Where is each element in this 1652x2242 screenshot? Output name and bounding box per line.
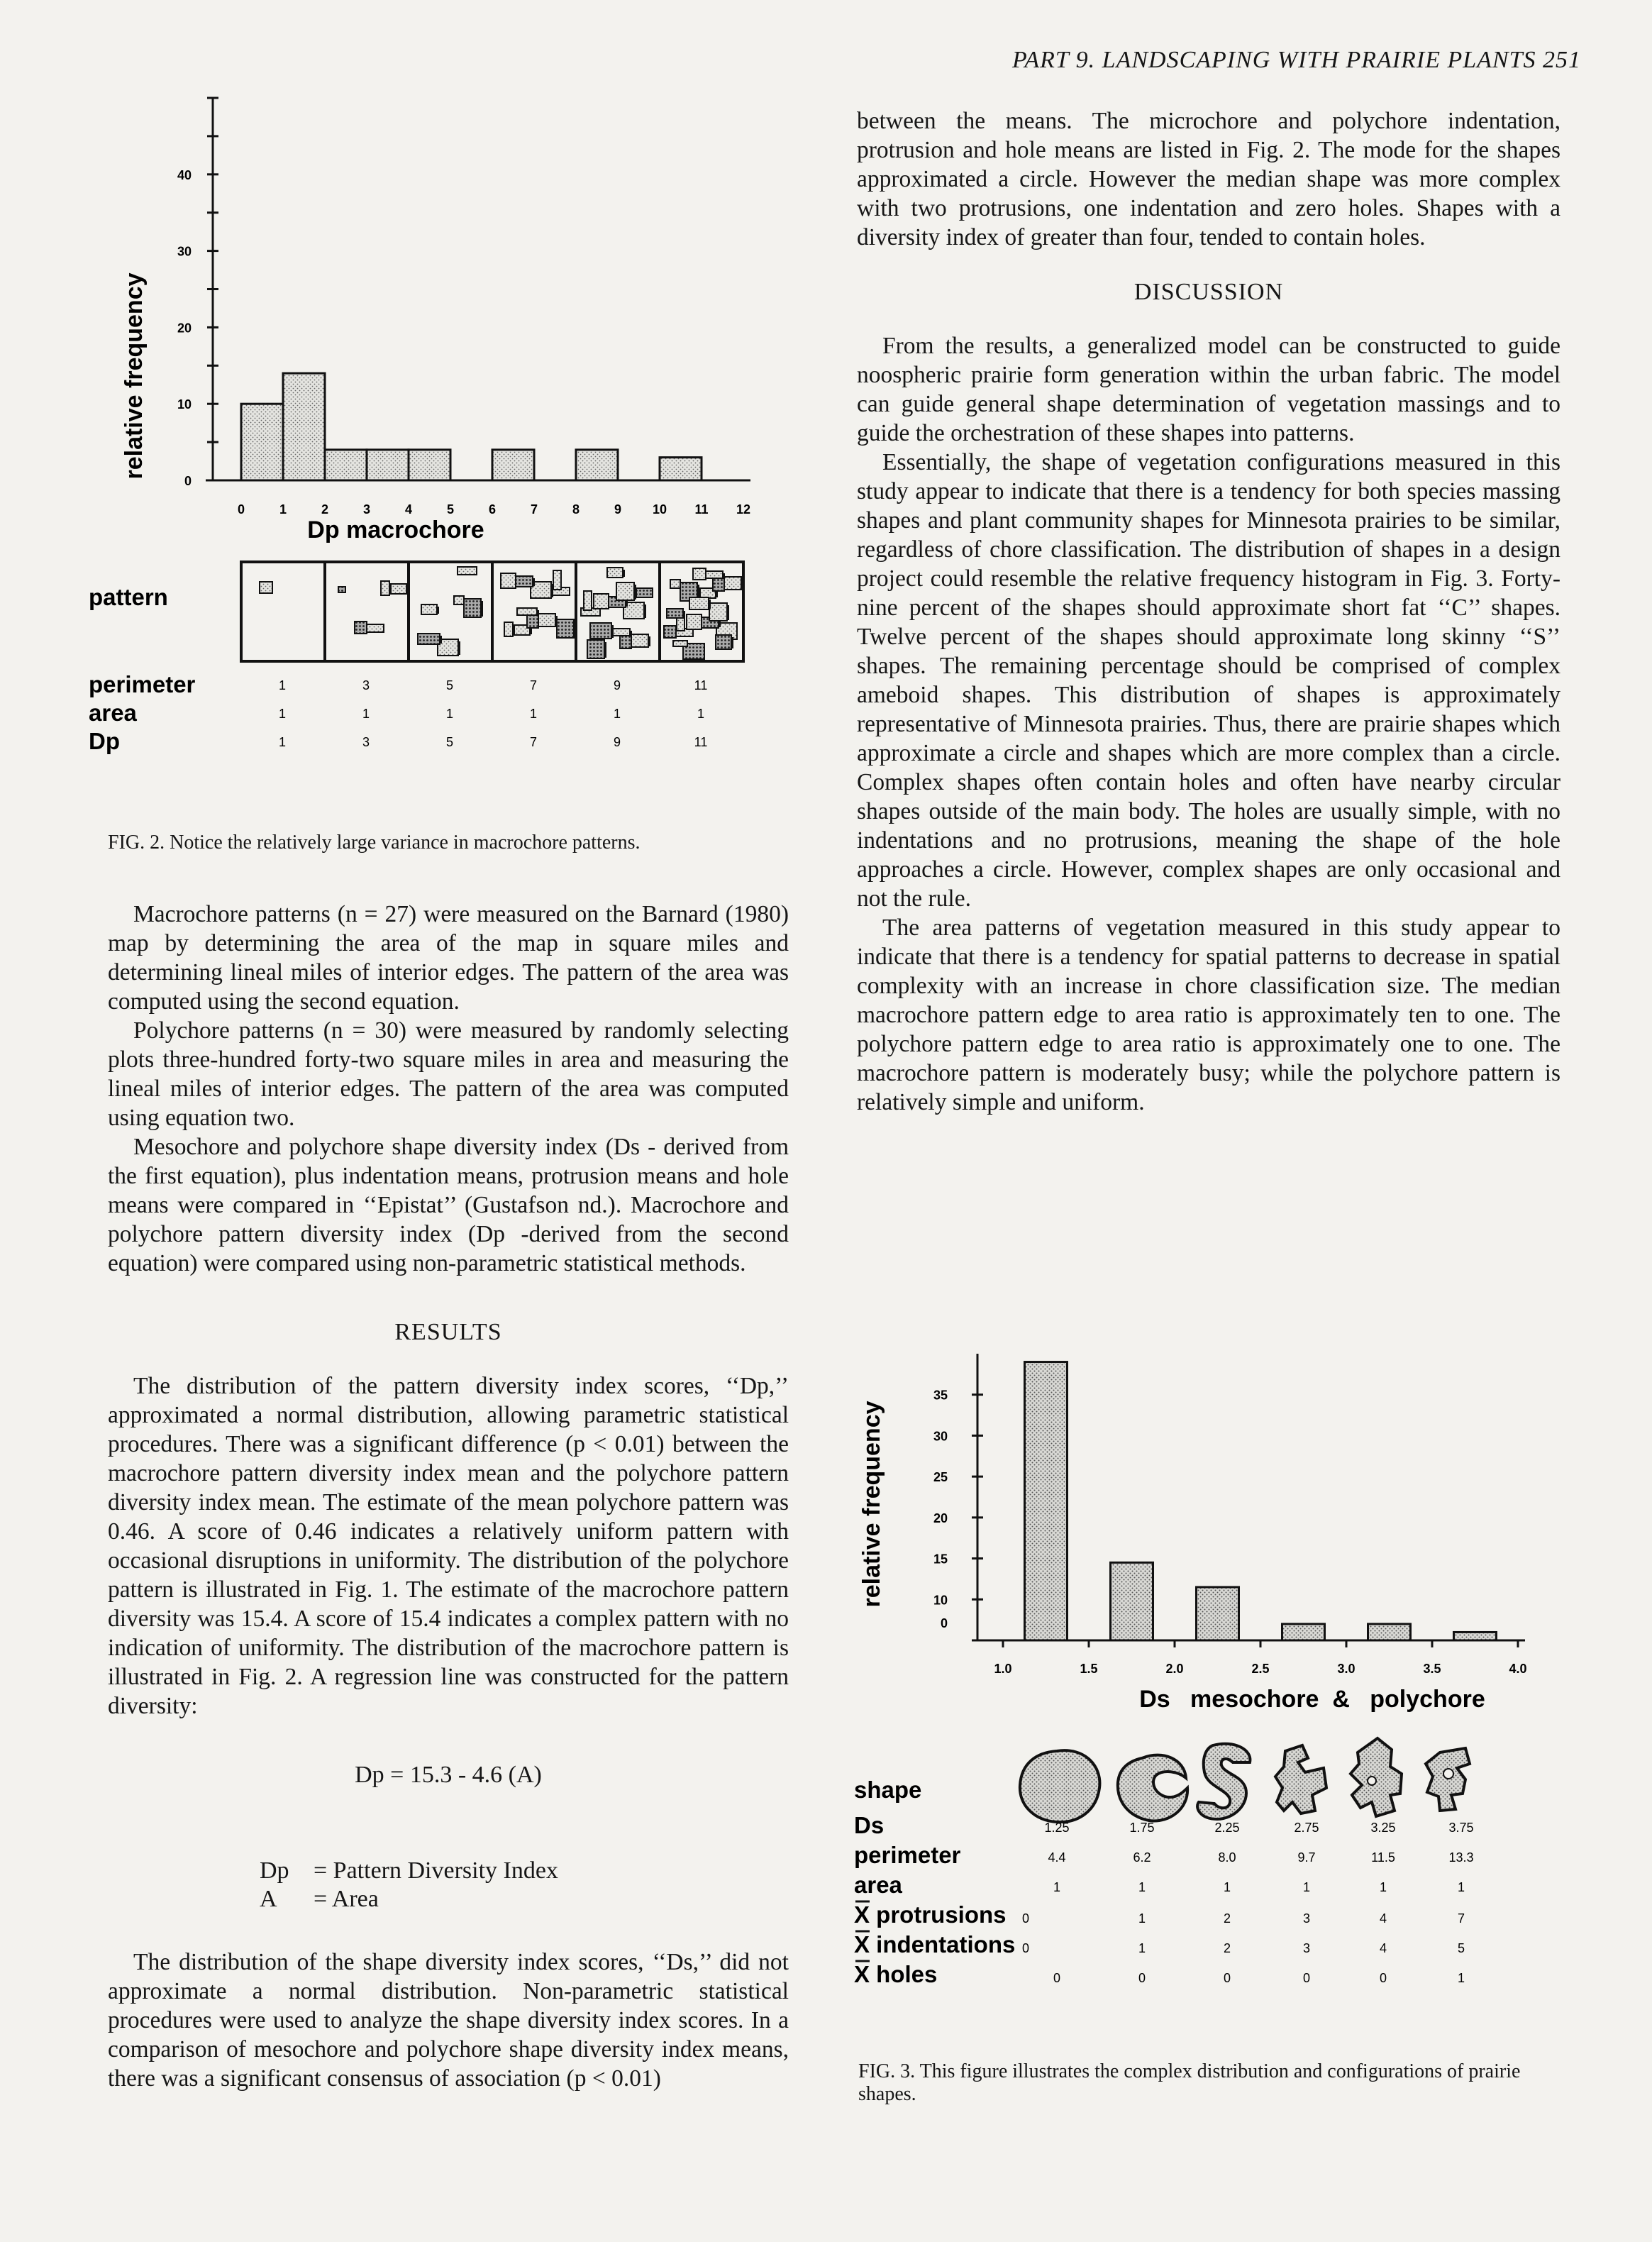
fig3-label-holes: X holes xyxy=(854,1961,938,1987)
paragraph: between the means. The microchore and polychore indentation, protrusion and hole means are listed in Fig. 2. The mode for the shapes approximated a circle. However the median shape was more complex with two protrusions, one indentation and zero holes. Shapes with a diversity index of greater than four, tended to contain holes. xyxy=(857,108,1560,250)
pattern-patch xyxy=(537,614,555,626)
pattern-patch xyxy=(454,596,464,604)
pattern-patch xyxy=(418,634,440,644)
fig3-y-tick-label: 15 xyxy=(933,1552,948,1567)
figure-2 xyxy=(89,85,802,823)
pattern-patch xyxy=(667,609,683,618)
fig3-hole-value: 0 xyxy=(1379,1971,1387,1985)
fig3-hole-value: 0 xyxy=(1223,1971,1231,1985)
pattern-patch xyxy=(584,591,592,610)
fig3-ds-value: 1.25 xyxy=(1044,1821,1070,1835)
page-number: 251 xyxy=(1543,47,1581,73)
definition-symbol: A xyxy=(260,1886,277,1912)
fig3-protrusion-value: 1 xyxy=(1138,1911,1146,1926)
fig2-dp-value: 7 xyxy=(529,735,538,749)
fig3-ds-value: 3.25 xyxy=(1370,1821,1396,1835)
fig2-label-pattern: pattern xyxy=(89,584,168,610)
fig2-perimeter-value: 9 xyxy=(613,678,621,692)
fig2-xlabel: Dp macrochore xyxy=(307,517,484,543)
pattern-patch xyxy=(391,584,406,594)
fig3-protrusion-value: 7 xyxy=(1457,1911,1465,1926)
fig3-y-tick-label: 30 xyxy=(933,1429,948,1444)
pattern-patch xyxy=(664,626,676,638)
fig3-hole-value: 0 xyxy=(1138,1971,1146,1985)
pattern-patch xyxy=(709,603,727,621)
fig2-y-tick-label: 40 xyxy=(177,167,192,182)
pattern-patch xyxy=(587,640,604,658)
pattern-patch xyxy=(607,568,623,578)
fig2-pattern-row xyxy=(241,562,743,661)
fig3-ds-value: 2.25 xyxy=(1214,1821,1240,1835)
pattern-patch xyxy=(553,570,561,590)
pattern-cell xyxy=(241,562,325,661)
pattern-patch xyxy=(501,573,516,588)
fig3-plot xyxy=(933,1354,1527,1676)
fig3-indentation-value: 0 xyxy=(1021,1941,1030,1955)
fig2-bar xyxy=(409,450,450,480)
fig3-xlabel: Ds mesochore & polychore xyxy=(1139,1686,1485,1713)
paragraph: Macrochore patterns (n = 27) were measured on the Barnard (1980) map by determining the area of the map in square miles and determining lineal miles of interior edges. The pattern of the area was computed using the second equation. xyxy=(108,901,789,1015)
paragraph: The distribution of the shape diversity index scores, ‘‘Ds,’’ did not approximate a normal distribution. Non-parametric statistical procedures were used to analyze the shape diversity index scores. In a comparison of mesochore and polychore shape diversity index means, there was a significant consensus of association (p < 0.01) xyxy=(108,1949,789,2092)
fig2-x-tick-label: 8 xyxy=(572,502,580,517)
fig2-x-tick-label: 0 xyxy=(237,502,245,517)
fig3-label-perimeter: perimeter xyxy=(854,1842,961,1868)
fig3-label-ds: Ds xyxy=(854,1812,885,1838)
fig2-perimeter-values xyxy=(279,678,707,692)
paragraph: From the results, a generalized model can be constructed to guide noospheric prairie form generation within the urban fabric. The model can guide general shape determination of vegetation massings and to guide the orchestration of these shapes into patterns. xyxy=(857,333,1560,446)
definition-meaning: = Pattern Diversity Index xyxy=(314,1857,558,1884)
fig2-perimeter-value: 3 xyxy=(362,678,370,692)
fig2-bar xyxy=(660,458,702,480)
fig3-label-shape: shape xyxy=(854,1777,922,1803)
fig2-dp-value: 3 xyxy=(362,735,370,749)
figure-3 xyxy=(844,1334,1560,2022)
fig3-bar xyxy=(1282,1624,1325,1640)
pattern-patch xyxy=(716,635,731,649)
fig3-x-tick-label: 3.0 xyxy=(1337,1662,1356,1676)
pattern-patch xyxy=(504,622,513,636)
paragraph: Essentially, the shape of vegetation configurations measured in this study appear to indicate that there is a tendency for both species massing shapes and plant community shapes for Minnesota prairies to be similar, regardless of chore classification. The distribution of shapes in a design project could resemble the relative frequency histogram in Fig. 3. Forty-nine percent of the shapes should approximate short fat ‘‘C’’ shapes. Twelve percent of the shapes should approximate long skinny ‘‘S’’ shapes. The remaining percentage should be comprised of complex ameboid shapes. This distribution of shapes is approximately representative of Minnesota prairies. Thus, there are prairie shapes which approximate a circle and shapes which are more complex than a circle. Complex shapes often contain holes and often have nearby circular shapes outside of the main body. The holes are usually simple, with no indentations and no protrusions, meaning the shape of the hole approaches a circle. However, complex shapes are only occasional and not the rule. xyxy=(857,449,1560,912)
fig3-area-value: 1 xyxy=(1302,1880,1311,1894)
fig2-label-perimeter: perimeter xyxy=(89,671,196,697)
pattern-patch xyxy=(673,641,687,646)
fig3-indentation-value: 3 xyxy=(1302,1941,1311,1955)
fig2-caption: FIG. 2. Notice the relatively large variance in macrochore patterns. xyxy=(108,832,641,854)
fig3-area-value: 1 xyxy=(1379,1880,1387,1894)
fig3-hole-value: 0 xyxy=(1302,1971,1311,1985)
pattern-patch xyxy=(458,567,477,575)
fig2-dp-value: 1 xyxy=(278,735,287,749)
fig3-perimeter-value: 9.7 xyxy=(1297,1850,1316,1865)
pattern-patch xyxy=(338,587,345,592)
fig3-label-protrusions: X protrusions xyxy=(854,1901,1007,1928)
fig2-x-tick-label: 2 xyxy=(321,502,329,517)
fig3-y-tick-label: 20 xyxy=(933,1511,948,1525)
pattern-patch xyxy=(636,588,653,597)
fig3-ds-value: 3.75 xyxy=(1448,1821,1474,1835)
fig2-bar xyxy=(325,450,367,480)
regression-equation: Dp = 15.3 - 4.6 (A) xyxy=(355,1762,542,1788)
fig3-indentation-value: 1 xyxy=(1138,1941,1146,1955)
fig3-protrusion-value: 0 xyxy=(1021,1911,1030,1926)
paragraph: The area patterns of vegetation measured in this study appear to indicate that there is a tendency for spatial patterns to decrease in spatial complexity with an increase in chore classification size. The median macrochore pattern edge to area ratio is approximately ten to one. The polychore pattern edge to area ratio is approximately one to one. The macrochore pattern is moderately busy; while the polychore pattern is relatively simple and uniform. xyxy=(857,915,1560,1115)
fig2-x-tick-label: 10 xyxy=(652,502,667,517)
fig2-x-tick-label: 4 xyxy=(404,502,413,517)
shape-ameboid-2 xyxy=(1351,1738,1402,1816)
pattern-patch xyxy=(630,634,648,647)
paragraph: Polychore patterns (n = 30) were measured by randomly selecting plots three-hundred forty-two square miles in area and measuring the lineal miles of interior edges. The pattern of the area was computed using equation two. xyxy=(108,1017,789,1131)
fig3-x-tick-label: 4.0 xyxy=(1509,1662,1527,1676)
pattern-patch xyxy=(723,577,741,590)
shape-c xyxy=(1118,1755,1187,1821)
pattern-patch xyxy=(381,581,389,595)
fig3-indentation-values xyxy=(1022,1941,1465,1955)
fig2-area-value: 1 xyxy=(445,707,454,721)
fig2-area-value: 1 xyxy=(529,707,538,721)
fig3-ds-values xyxy=(1044,1821,1473,1835)
fig2-dp-values xyxy=(279,735,707,749)
fig3-ds-value: 1.75 xyxy=(1129,1821,1155,1835)
fig3-area-values xyxy=(1053,1880,1465,1894)
fig3-label-indentations: X indentations xyxy=(854,1931,1016,1957)
fig3-indentation-value: 4 xyxy=(1379,1941,1387,1955)
fig2-perimeter-value: 5 xyxy=(445,678,454,692)
fig2-x-tick-label: 9 xyxy=(614,502,622,517)
pattern-patch xyxy=(260,582,272,593)
running-header xyxy=(1012,47,1581,74)
fig2-bar xyxy=(283,373,325,480)
pattern-patch xyxy=(464,599,481,617)
pattern-patch xyxy=(590,623,611,639)
fig3-protrusion-value: 3 xyxy=(1302,1911,1311,1926)
fig2-area-value: 1 xyxy=(362,707,370,721)
fig3-x-tick-label: 1.0 xyxy=(994,1662,1012,1676)
fig3-perimeter-value: 6.2 xyxy=(1133,1850,1151,1865)
fig3-x-tick-label: 3.5 xyxy=(1423,1662,1441,1676)
shape-hole xyxy=(1443,1769,1453,1779)
shape-s xyxy=(1197,1744,1250,1819)
fig3-x-tick-label: 2.0 xyxy=(1165,1662,1184,1676)
fig3-hole-values xyxy=(1053,1971,1465,1985)
definition-row xyxy=(260,1857,789,1885)
fig2-bar xyxy=(492,450,534,480)
pattern-patch xyxy=(687,614,702,629)
pattern-patch xyxy=(557,619,574,638)
fig2-x-tick-label: 11 xyxy=(694,502,709,517)
fig3-y-tick-label: 35 xyxy=(933,1388,948,1403)
shape-ameboid-1 xyxy=(1275,1745,1326,1813)
fig2-area-values xyxy=(279,707,704,721)
fig2-y-tick-label: 20 xyxy=(177,321,192,336)
definition-row xyxy=(260,1885,789,1914)
fig2-x-tick-label: 1 xyxy=(279,502,287,517)
pattern-patch xyxy=(421,604,437,614)
pattern-patch xyxy=(355,622,367,634)
discussion-heading: DISCUSSION xyxy=(1133,279,1284,305)
fig3-hole-value: 1 xyxy=(1457,1971,1465,1985)
paragraph: Mesochore and polychore shape diversity index (Ds - derived from the first equation), plus indentation means, protrusion means and hole means were compared in ‘‘Epistat’’ (Gustafson nd.). Macrochore and polychore pattern diversity index (Dp -derived from the second equation) were compared using non-parametric statistical methods. xyxy=(108,1134,789,1276)
fig2-x-tick-label: 6 xyxy=(488,502,497,517)
definition-symbol: Dp xyxy=(260,1857,289,1884)
fig2-x-tick-label: 3 xyxy=(362,502,371,517)
fig3-area-value: 1 xyxy=(1223,1880,1231,1894)
fig3-x-tick-label: 1.5 xyxy=(1080,1662,1098,1676)
fig3-x-tick-label: 2.5 xyxy=(1251,1662,1270,1676)
shape-ameboid-3 xyxy=(1426,1748,1470,1811)
fig2-perimeter-value: 11 xyxy=(694,678,708,692)
fig2-label-area: area xyxy=(89,700,137,726)
fig3-indentation-value: 5 xyxy=(1457,1941,1465,1955)
pattern-patch xyxy=(365,624,384,632)
fig3-protrusion-values xyxy=(1022,1911,1465,1926)
fig2-area-value: 1 xyxy=(613,707,621,721)
fig3-protrusion-value: 4 xyxy=(1379,1911,1387,1926)
fig3-bar xyxy=(1025,1362,1068,1640)
results-heading: RESULTS xyxy=(394,1319,502,1345)
paragraph: The distribution of the pattern diversity index scores, ‘‘Dp,’’ approximated a normal distribution, allowing parametric statistical procedures. There was a significant difference (p < 0.01) between the macrochore pattern diversity index mean and the polychore pattern diversity index mean. The estimate of the mean polychore pattern was 0.46. A score of 0.46 indicates a relatively uniform pattern with occasional disruptions in uniformity. The distribution of the polychore pattern is illustrated in Fig. 1. The estimate of the macrochore pattern diversity was 15.4. A score of 15.4 indicates a complex pattern with no indication of uniformity. The distribution of the macrochore pattern is illustrated in Fig. 2. A regression line was constructed for the pattern diversity: xyxy=(108,1373,789,1719)
fig3-hole-value: 0 xyxy=(1053,1971,1061,1985)
fig3-ylabel: relative frequency xyxy=(858,1401,885,1608)
fig2-dp-value: 11 xyxy=(694,735,708,749)
fig3-perimeter-value: 4.4 xyxy=(1048,1850,1066,1865)
pattern-patch xyxy=(693,568,706,580)
fig2-bar xyxy=(241,404,283,480)
pattern-patch xyxy=(670,580,680,588)
fig2-bar xyxy=(367,450,409,480)
fig2-bar xyxy=(576,450,618,480)
fig2-dp-value: 5 xyxy=(445,735,454,749)
equation-definitions xyxy=(260,1857,789,1914)
fig3-y-tick-label: 25 xyxy=(933,1470,948,1485)
fig2-plot xyxy=(177,98,750,517)
fig3-indentation-value: 2 xyxy=(1223,1941,1231,1955)
shape-circle xyxy=(1020,1750,1100,1822)
fig3-perimeter-value: 13.3 xyxy=(1448,1850,1474,1865)
fig3-caption: FIG. 3. This figure illustrates the complex distribution and configurations of prairie shapes. xyxy=(858,2060,1521,2105)
fig3-y-tick-label: 10 xyxy=(933,1593,948,1608)
fig3-y-tick-label: 0 xyxy=(940,1616,948,1630)
fig3-label-area: area xyxy=(854,1872,902,1898)
fig2-x-tick-label: 7 xyxy=(530,502,538,517)
fig2-y-tick-label: 10 xyxy=(177,397,192,412)
fig2-label-dp: Dp xyxy=(89,728,120,754)
fig2-y-tick-label: 30 xyxy=(177,244,192,259)
fig3-shape-row xyxy=(1020,1738,1470,1822)
fig2-x-tick-label: 5 xyxy=(446,502,455,517)
fig2-y-tick-label: 0 xyxy=(184,474,192,488)
fig3-area-value: 1 xyxy=(1457,1880,1465,1894)
left-column xyxy=(108,900,789,2093)
fig3-bar xyxy=(1197,1587,1239,1640)
fig3-area-value: 1 xyxy=(1138,1880,1146,1894)
fig3-perimeter-value: 11.5 xyxy=(1371,1850,1395,1865)
fig3-bar xyxy=(1111,1562,1153,1640)
shape-hole xyxy=(1368,1777,1376,1785)
pattern-patch xyxy=(517,608,537,615)
fig2-dp-value: 9 xyxy=(613,735,621,749)
fig3-protrusion-value: 2 xyxy=(1223,1911,1231,1926)
part-label: PART 9. LANDSCAPING WITH PRAIRIE PLANTS xyxy=(1011,47,1536,73)
fig2-x-tick-label: 12 xyxy=(736,502,751,517)
fig2-ylabel: relative frequency xyxy=(121,272,148,480)
pattern-patch xyxy=(616,582,634,600)
fig3-area-value: 1 xyxy=(1053,1880,1061,1894)
pattern-patch xyxy=(689,597,709,609)
fig3-perimeter-value: 8.0 xyxy=(1218,1850,1236,1865)
right-column xyxy=(857,106,1560,1117)
pattern-cell xyxy=(325,562,409,661)
definition-meaning: = Area xyxy=(314,1886,379,1912)
fig3-bar xyxy=(1454,1632,1497,1640)
fig3-bar xyxy=(1368,1624,1411,1640)
pattern-patch xyxy=(594,594,609,609)
fig2-perimeter-value: 7 xyxy=(529,678,538,692)
fig2-area-value: 1 xyxy=(697,707,705,721)
fig3-perimeter-values xyxy=(1048,1850,1473,1865)
fig2-perimeter-value: 1 xyxy=(278,678,287,692)
fig3-ds-value: 2.75 xyxy=(1294,1821,1319,1835)
fig2-area-value: 1 xyxy=(278,707,287,721)
